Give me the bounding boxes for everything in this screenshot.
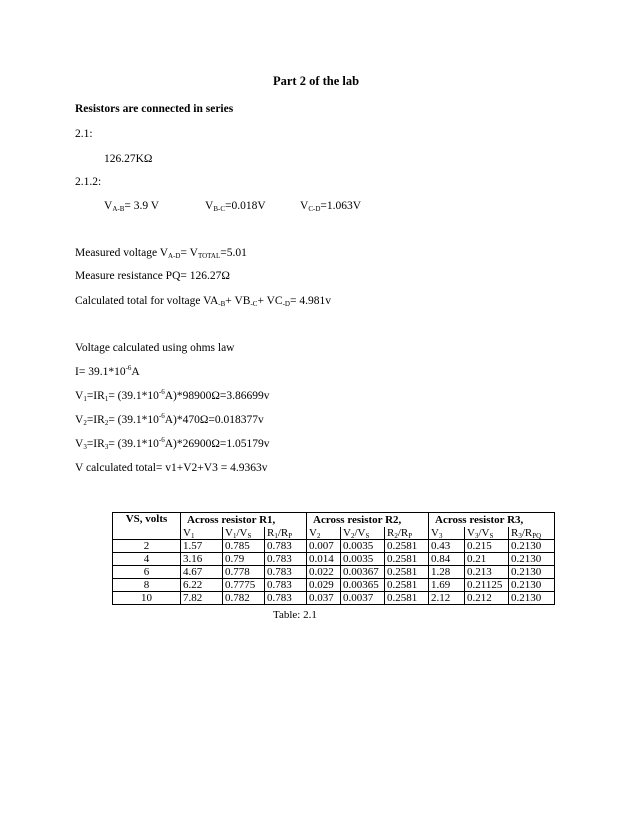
group-header-r1: Across resistor R1, [181,513,307,528]
column-header: $V_3/V_S$ [465,527,509,540]
column-header: $R_3/R_{PQ}$ [509,527,555,540]
table-caption: Table: 2.1 [273,609,317,621]
table-cell: 0.2581 [385,566,429,579]
table-cell: 0.213 [465,566,509,579]
section-2-1-label: 2.1: [75,128,93,140]
table-cell: 0.2581 [385,579,429,592]
column-header: $R_2/R_P$ [385,527,429,540]
table-cell: 0.778 [223,566,265,579]
table-cell: 0.0037 [341,592,385,605]
table-cell: 0.783 [265,553,307,566]
column-header: $V_3$ [429,527,465,540]
table-cell: 2.12 [429,592,465,605]
table-cell: 7.82 [181,592,223,605]
table-cell: 0.2581 [385,592,429,605]
table-cell: 0.785 [223,540,265,553]
table-cell: 0.00365 [341,579,385,592]
column-header: $V_1$ [181,527,223,540]
voltage-ab: $V_{A-B}= 3.9$ V [104,200,160,213]
table-cell: 0.014 [307,553,341,566]
measured-voltage: Measured voltage $V_{A-D}= V_{TOTAL}=5.01$ [75,247,247,260]
table-cell: 0.007 [307,540,341,553]
vs-volts-header: VS, volts [113,513,181,540]
table-cell: 0.0035 [341,553,385,566]
table-cell: 0.212 [465,592,509,605]
table-cell: 0.029 [307,579,341,592]
table-cell: 0.21 [465,553,509,566]
column-header: $V_1/V_S$ [223,527,265,540]
page-title: Part 2 of the lab [273,74,360,88]
table-cell: 1.28 [429,566,465,579]
voltage-bc: $V_{B-C}=0.018V$ [205,200,266,213]
table-cell: 0.2130 [509,540,555,553]
section-heading: Resistors are connected in series [75,103,234,115]
table-cell: 0.2130 [509,553,555,566]
table-row [113,566,555,579]
vs-value-cell: 10 [113,592,181,605]
table-cell: 0.783 [265,566,307,579]
table-cell: 1.69 [429,579,465,592]
table-cell: 0.022 [307,566,341,579]
column-header: $R_1/R_P$ [265,527,307,540]
vs-value-cell: 8 [113,579,181,592]
column-header: $V_2$ [307,527,341,540]
table-cell: 0.215 [465,540,509,553]
calculated-total-voltage: Calculated total for voltage $VA_{-B}+ VB_{-C}+ VC_{-D}= 4.981v$ [75,295,331,308]
current-value: $I= 39.1*10^{-6}A$ [75,364,140,378]
voltage-total-calc: V calculated total= v1+V2+V3 = 4.9363v [75,462,268,474]
table-cell: 0.84 [429,553,465,566]
voltage-v3-calc: $V_3=IR_3= (39.1*10^{-6}A)*26900\Omega=1.05179v$ [75,436,270,451]
table-cell: 0.21125 [465,579,509,592]
table-cell: 0.2581 [385,540,429,553]
section-2-1-2-label: 2.1.2: [75,176,102,188]
group-header-r3: Across resistor R3, [429,513,555,528]
vs-value-cell: 4 [113,553,181,566]
table-cell: 0.037 [307,592,341,605]
table-cell: 4.67 [181,566,223,579]
voltage-v2-calc: $V_2=IR_2= (39.1*10^{-6}A)*470\Omega=0.018377v$ [75,412,264,427]
table-cell: 0.79 [223,553,265,566]
table-cell: 0.00367 [341,566,385,579]
voltage-cd: $V_{C-D}=1.063V$ [300,200,362,213]
table-cell: 0.0035 [341,540,385,553]
measured-resistance: Measure resistance PQ= 126.27Ω [75,270,230,282]
table-row [113,553,555,566]
table-cell: 0.783 [265,540,307,553]
table-row [113,592,555,605]
table-cell: 6.22 [181,579,223,592]
table-cell: 1.57 [181,540,223,553]
table-cell: 0.7775 [223,579,265,592]
table-cell: 0.43 [429,540,465,553]
voltage-v1-calc: $V_1=IR_1= (39.1*10^{-6}A)*98900\Omega=3.86699v$ [75,388,270,403]
table-cell: 0.2130 [509,566,555,579]
table-cell: 0.783 [265,592,307,605]
measurement-table [112,512,555,605]
section-2-1-value: 126.27KΩ [104,153,153,165]
table-cell: 0.2130 [509,592,555,605]
table-cell: 3.16 [181,553,223,566]
table-cell: 0.783 [265,579,307,592]
table-cell: 0.2581 [385,553,429,566]
table-cell: 0.782 [223,592,265,605]
table-row [113,540,555,553]
vs-value-cell: 6 [113,566,181,579]
column-header: $V_2/V_S$ [341,527,385,540]
table-cell: 0.2130 [509,579,555,592]
ohms-law-heading: Voltage calculated using ohms law [75,342,235,354]
table-row [113,579,555,592]
vs-value-cell: 2 [113,540,181,553]
group-header-r2: Across resistor R2, [307,513,429,528]
